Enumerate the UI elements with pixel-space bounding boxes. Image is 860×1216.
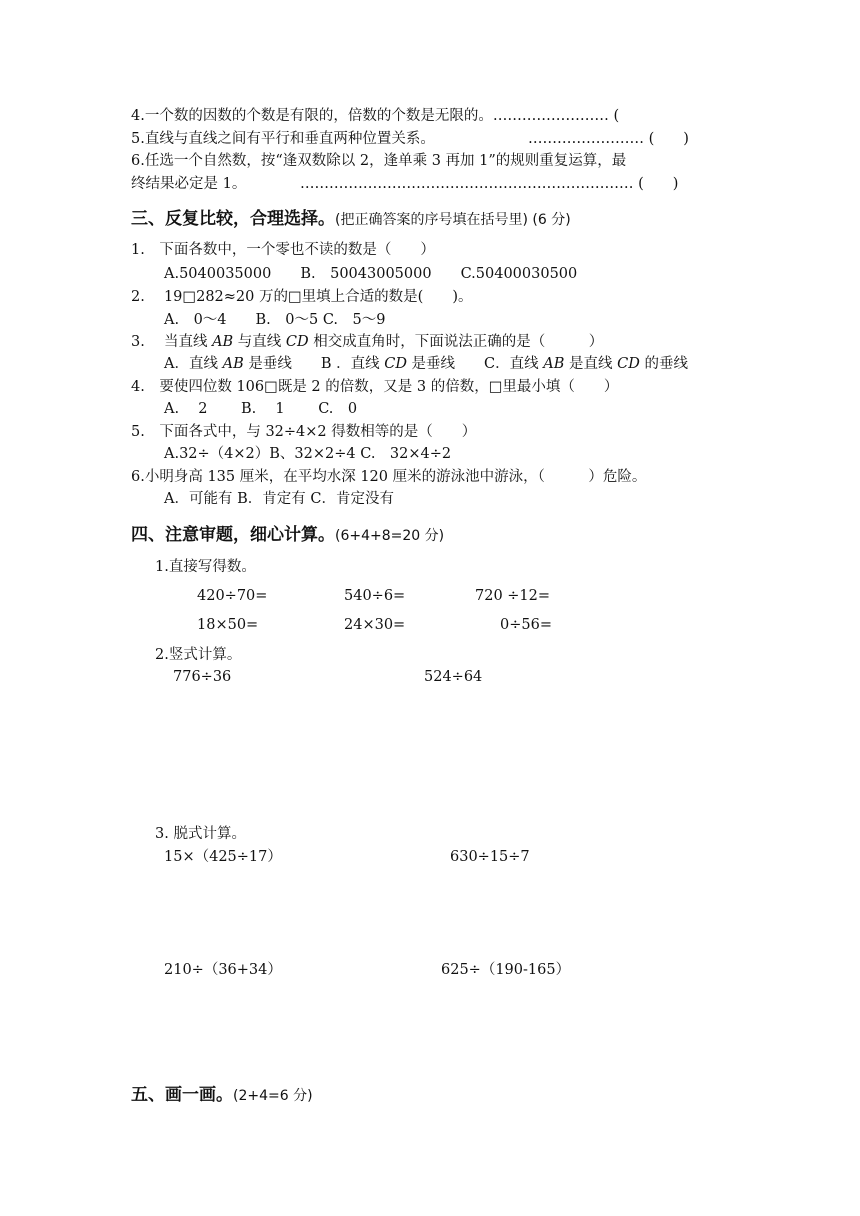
q3-opt-c-text: 是垂线 C．直线 bbox=[406, 356, 544, 372]
choice-q3-options bbox=[164, 354, 688, 374]
choice-q2-options: A. 0～4 B. 0～5 C. 5～9 bbox=[164, 312, 386, 328]
section3-heading bbox=[131, 207, 571, 232]
section5-title: 五、画一画。 bbox=[131, 1085, 233, 1105]
q3-opt-c-cd: CD bbox=[617, 356, 640, 372]
section3-note: (把正确答案的序号填在括号里) (6 分) bbox=[335, 212, 571, 228]
q3-opt-a-text: A．直线 bbox=[164, 356, 223, 372]
tf-item-6-dots: …………………………………………………………… ( ) bbox=[300, 176, 679, 192]
vertical-calc-item: 776÷36 bbox=[173, 669, 232, 685]
mixed-calc-item: 210÷（36+34） bbox=[164, 962, 282, 978]
oral-calc-item: 720 ÷12= bbox=[475, 588, 551, 604]
q3-text-b: 与直线 bbox=[233, 334, 286, 350]
oral-calc-title: 1.直接写得数。 bbox=[155, 559, 256, 575]
oral-calc-item: 420÷70= bbox=[197, 588, 268, 604]
choice-q5: 5. 下面各式中，与 32÷4×2 得数相等的是（ ） bbox=[131, 424, 477, 440]
choice-q4: 4. 要使四位数 106□既是 2 的倍数，又是 3 的倍数，□里最小填（ ） bbox=[131, 379, 619, 395]
section4-heading bbox=[131, 523, 444, 548]
section5-note: (2+4=6 分) bbox=[233, 1088, 313, 1104]
q3-opt-c-text2: 是直线 bbox=[564, 356, 618, 372]
tf-item-5: 5.直线与直线之间有平行和垂直两种位置关系。 bbox=[131, 131, 435, 147]
section4-note: (6+4+8=20 分) bbox=[335, 528, 445, 544]
q3-opt-c-text3: 的垂线 bbox=[639, 356, 688, 372]
choice-q6: 6.小明身高 135 厘米，在平均水深 120 厘米的游泳池中游泳，（ ）危险。 bbox=[131, 469, 647, 485]
choice-q6-options: A．可能有 B．肯定有 C．肯定没有 bbox=[164, 491, 394, 507]
q3-opt-c-ab: AB bbox=[543, 356, 565, 372]
q3-line-ab: AB bbox=[212, 334, 234, 350]
mixed-calc-item: 15×（425÷17） bbox=[164, 849, 282, 865]
choice-q2: 2. 19□282≈20 万的□里填上合适的数是( )。 bbox=[131, 289, 473, 305]
oral-calc-item: 18×50= bbox=[197, 617, 259, 633]
oral-calc-item: 540÷6= bbox=[344, 588, 406, 604]
vertical-calc-title: 2.竖式计算。 bbox=[155, 647, 242, 663]
choice-q3 bbox=[131, 332, 603, 352]
q3-opt-b-cd: CD bbox=[384, 356, 407, 372]
tf-item-6-line2: 终结果必定是 1。 bbox=[131, 176, 247, 192]
section4-title: 四、注意审题，细心计算。 bbox=[131, 525, 335, 545]
section3-title: 三、反复比较，合理选择。 bbox=[131, 209, 335, 229]
oral-calc-item: 24×30= bbox=[344, 617, 406, 633]
tf-item-4: 4.一个数的因数的个数是有限的，倍数的个数是无限的。…………………… ( bbox=[131, 108, 620, 124]
q3-opt-b-text: 是垂线 B ．直线 bbox=[243, 356, 385, 372]
mixed-calc-item: 630÷15÷7 bbox=[450, 849, 530, 865]
choice-q1-options: A.5040035000 B. 50043005000 C.50400030500 bbox=[164, 266, 578, 282]
oral-calc-item: 0÷56= bbox=[500, 617, 552, 633]
mixed-calc-item: 625÷（190-165） bbox=[441, 962, 571, 978]
q3-line-cd: CD bbox=[285, 334, 309, 350]
q3-text-c: 相交成直角时，下面说法正确的是（ ） bbox=[308, 334, 604, 350]
q3-opt-a-ab: AB bbox=[222, 356, 244, 372]
choice-q1: 1. 下面各数中，一个零也不读的数是（ ） bbox=[131, 242, 435, 258]
vertical-calc-item: 524÷64 bbox=[424, 669, 483, 685]
tf-item-6-line1: 6.任选一个自然数，按“逢双数除以 2，逢单乘 3 再加 1”的规则重复运算，最 bbox=[131, 153, 627, 169]
q3-text-a: 3. 当直线 bbox=[131, 334, 213, 350]
section5-heading bbox=[131, 1083, 313, 1108]
choice-q4-options: A. 2 B. 1 C. 0 bbox=[164, 401, 358, 417]
tf-item-5-dots: …………………… ( ) bbox=[528, 131, 689, 147]
mixed-calc-title: 3. 脱式计算。 bbox=[155, 826, 246, 842]
choice-q5-options: A.32÷（4×2）B、32×2÷4 C. 32×4÷2 bbox=[164, 446, 452, 462]
